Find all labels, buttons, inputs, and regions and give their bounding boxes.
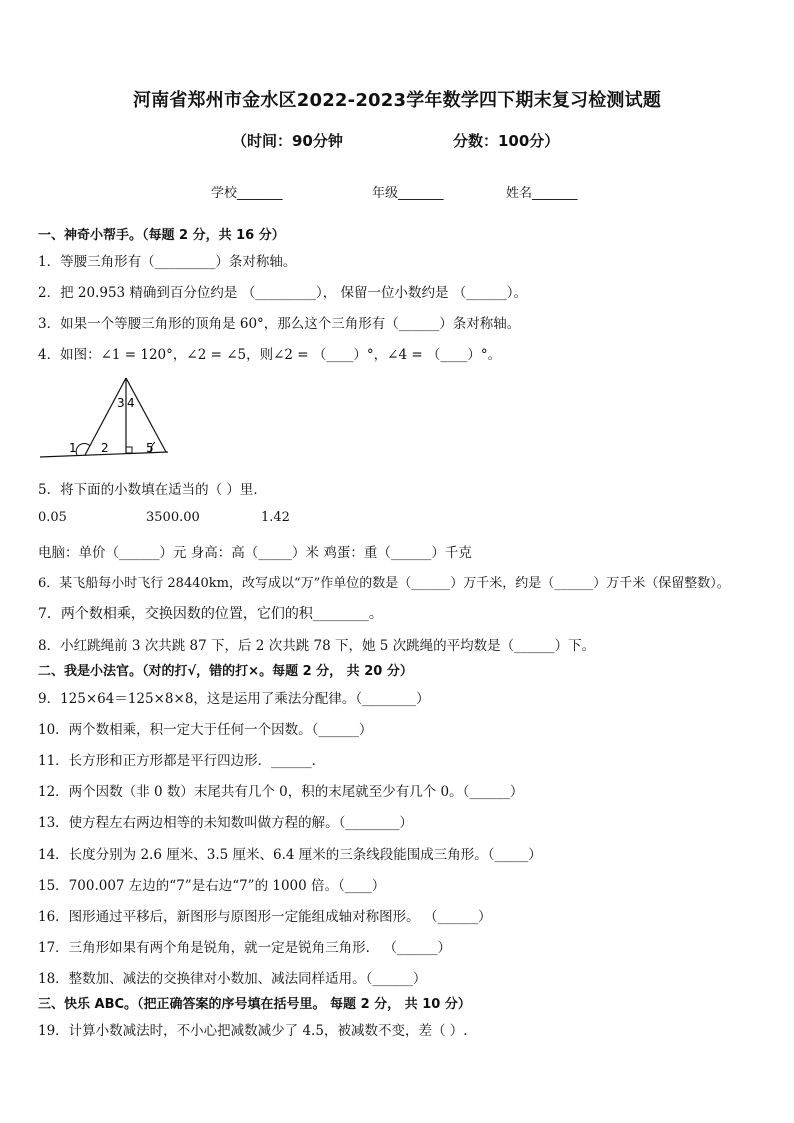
- question-7: 7．两个数相乘，交换因数的位置，它们的积________。: [38, 606, 383, 622]
- question-6: 6．某飞船每小时飞行 28440km，改写成以“万”作单位的数是（______）万千米，约是（______）万千米（保留整数）。: [38, 576, 730, 591]
- angle-label-5: 5: [146, 441, 154, 455]
- angle-label-2: 2: [101, 441, 109, 455]
- question-15: 15．700.007 左边的“7”是右边“7”的 1000 倍。（____）: [38, 878, 386, 894]
- question-5: 5．将下面的小数填在适当的（ ）里．: [38, 482, 267, 498]
- page-title: 河南省郑州市金水区2022-2023学年数学四下期末复习检测试题: [132, 90, 662, 111]
- question-18: 18．整数加、减法的交换律对小数加、减法同样适用。（______）: [38, 971, 427, 987]
- exam-score: 分数：100分）: [453, 132, 560, 150]
- question-11: 11．长方形和正方形都是平行四边形．______．: [38, 753, 326, 769]
- question-10: 10．两个数相乘，积一定大于任何一个因数。（______）: [38, 722, 373, 738]
- question-2: 2．把 20.953 精确到百分位约是 （_________）， 保留一位小数约是 （______）。: [38, 285, 528, 301]
- grade-field[interactable]: 年级_______: [372, 186, 444, 201]
- school-field[interactable]: 学校_______: [211, 186, 283, 201]
- question-19: 19．计算小数减法时，不小心把减数减少了 4.5，被减数不变，差（ ）.: [38, 1023, 468, 1039]
- question-4: 4．如图：∠1 = 120°，∠2 = ∠5，则∠2 = （____）°，∠4 = （____）°。: [38, 347, 502, 363]
- triangle-figure: [38, 372, 178, 464]
- exam-time: （时间：90分钟: [232, 132, 343, 150]
- question-1: 1．等腰三角形有（_________）条对称轴。: [38, 254, 297, 270]
- section-2-heading: 二、我是小法官。（对的打√，错的打×。每题 2 分， 共 20 分）: [38, 664, 413, 679]
- question-17: 17．三角形如果有两个角是锐角，就一定是锐角三角形． （______）: [38, 940, 451, 956]
- angle-label-1: 1: [69, 441, 77, 455]
- decimal-option-1: 0.05: [38, 510, 67, 525]
- decimal-option-2: 3500.00: [146, 510, 200, 525]
- question-3: 3．如果一个等腰三角形的顶角是 60°，那么这个三角形有（______）条对称轴。: [38, 316, 521, 332]
- angle-label-3: 3: [117, 396, 125, 410]
- question-14: 14．长度分别为 2.6 厘米、3.5 厘米、6.4 厘米的三条线段能围成三角形。（_____）: [38, 847, 542, 863]
- angle-label-4: 4: [127, 396, 135, 410]
- question-13: 13．使方程左右两边相等的未知数叫做方程的解。（________）: [38, 815, 413, 831]
- question-9: 9．125×64＝125×8×8，这是运用了乘法分配律。（________）: [38, 691, 430, 707]
- question-12: 12．两个因数（非 0 数）末尾共有几个 0，积的末尾就至少有几个 0。（______）: [38, 784, 524, 800]
- question-5-blanks: 电脑：单价（______）元 身高：高（_____）米 鸡蛋：重（______）千克: [38, 545, 472, 561]
- question-8: 8．小红跳绳前 3 次共跳 87 下，后 2 次共跳 78 下，她 5 次跳绳的平均数是（______）下。: [38, 638, 596, 654]
- decimal-option-3: 1.42: [261, 510, 290, 525]
- section-3-heading: 三、快乐 ABC。（把正确答案的序号填在括号里。 每题 2 分， 共 10 分）: [38, 997, 471, 1012]
- name-field[interactable]: 姓名_______: [506, 186, 578, 201]
- question-16: 16．图形通过平移后，新图形与原图形一定能组成轴对称图形。 （______）: [38, 909, 492, 925]
- section-1-heading: 一、神奇小帮手。（每题 2 分，共 16 分）: [38, 228, 285, 243]
- right-angle-mark: [126, 447, 132, 453]
